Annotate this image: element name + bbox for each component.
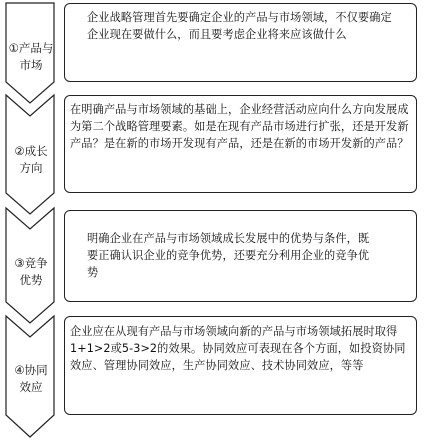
step-3-description: 明确企业在产品与市场领域成长发展中的优势与条件，既要正确认识企业的竞争优势，还要充分利用企业的竞争优势 [87,232,370,279]
step-1-description: 企业战略管理首先要确定企业的产品与市场领域，不仅要确定企业现在要做什么，而且要考虑企业将来应该做什么 [87,11,392,41]
step-1-box [64,3,417,82]
step-3-label: ③竞争 优势 [14,256,48,287]
step-2-description: 在明确产品与市场领域的基础上，企业经营活动应向什么方向发展成为第二个战略管理要素。如是在现有产品市场进行扩张，还是开发新产品？是在新的市场开发现有产品，还是在新的市场开发新的产品？ [70,103,409,150]
step-4-description: 企业应在从现有产品与市场领域向新的产品与市场领域拓展时取得1+1>2或5-3>2的效果。协同效应可表现在各个方面，如投资协同效应、管理协同效应，生产协同效应、技术协同效应，等等 [70,325,406,372]
step-2-label: ②成长 方向 [14,144,48,175]
step-1-label: ①产品与 市场 [8,41,54,72]
step-4-label: ④协同 效应 [14,363,48,394]
step-4-box [64,316,417,415]
step-3-box [64,210,417,302]
step-2-box [64,95,417,193]
